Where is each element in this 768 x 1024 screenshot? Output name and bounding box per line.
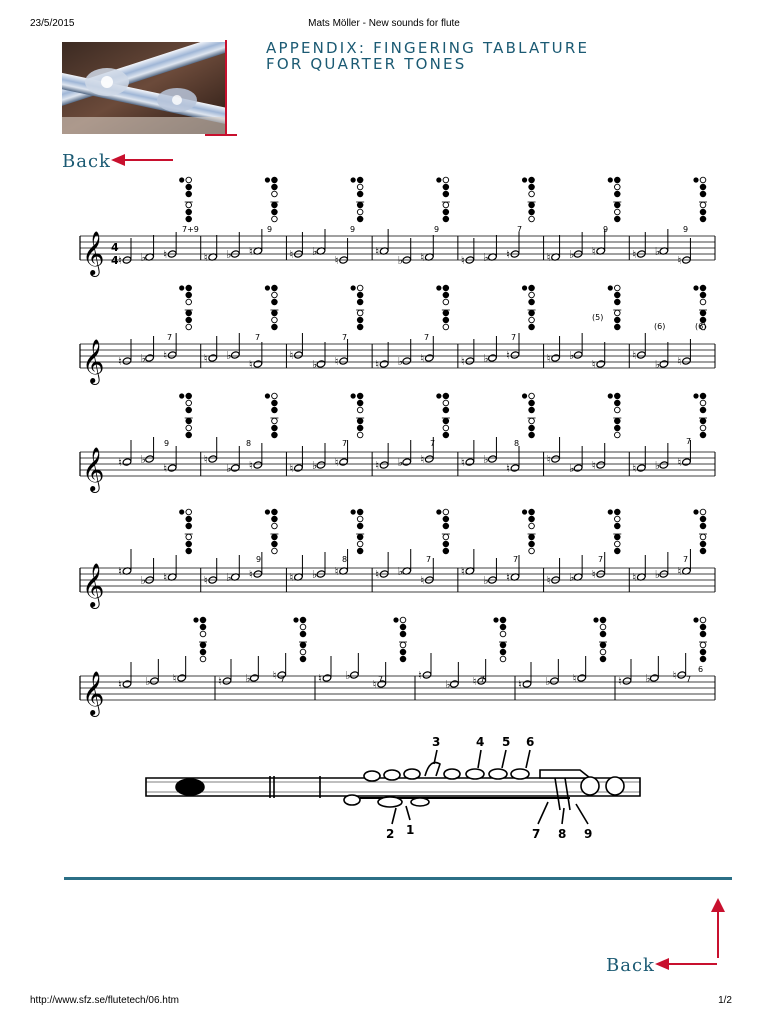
accidental-icon: ♮ bbox=[420, 574, 425, 587]
back-link-bottom[interactable] bbox=[606, 955, 719, 976]
accidental-icon: ♮ bbox=[375, 568, 380, 581]
accidental-icon: ♮ bbox=[591, 568, 596, 581]
fingering-number: 9 bbox=[267, 225, 273, 234]
accidental-icon: ♮ bbox=[118, 254, 122, 267]
fingering-number: 6 bbox=[698, 665, 704, 674]
note-head bbox=[573, 351, 583, 359]
accidental-icon: ♭ bbox=[312, 358, 318, 371]
fingering-chart bbox=[393, 617, 407, 662]
accidental-icon: ♮ bbox=[672, 669, 677, 682]
note-head bbox=[250, 674, 260, 682]
key-label: 5 bbox=[502, 735, 511, 749]
accidental-icon: ♭ bbox=[312, 568, 318, 581]
fingering-chart bbox=[522, 177, 536, 222]
music-score bbox=[70, 172, 720, 732]
note-head bbox=[177, 674, 187, 682]
note-head bbox=[145, 354, 155, 362]
key-label: 9 bbox=[584, 827, 593, 841]
note-head bbox=[465, 458, 475, 466]
accidental-icon: ♮ bbox=[632, 248, 637, 261]
note-head bbox=[253, 461, 263, 469]
fingering-chart bbox=[693, 617, 707, 662]
accidental-icon: ♭ bbox=[654, 459, 661, 472]
accidental-icon: ♮ bbox=[632, 571, 637, 584]
accidental-icon: ♮ bbox=[372, 678, 377, 691]
note-head bbox=[167, 464, 177, 472]
accidental-icon: ♮ bbox=[248, 358, 253, 371]
accidental-icon: ♭ bbox=[645, 672, 651, 685]
note-head bbox=[294, 351, 304, 359]
fingering-chart bbox=[522, 509, 536, 554]
accidental-icon: ♮ bbox=[420, 352, 425, 365]
fingering-chart bbox=[493, 617, 507, 662]
fingering-chart bbox=[265, 177, 279, 222]
accidental-icon: ♮ bbox=[375, 245, 380, 258]
accidental-icon: ♮ bbox=[618, 675, 622, 688]
accidental-icon: ♮ bbox=[272, 669, 277, 682]
accidental-icon: ♮ bbox=[318, 672, 322, 685]
note-head bbox=[551, 455, 561, 463]
fingering-chart bbox=[608, 509, 622, 554]
accidental-icon: ♮ bbox=[163, 571, 168, 584]
note-head bbox=[253, 360, 263, 368]
fingering-number: 7 bbox=[378, 675, 384, 684]
accidental-icon: ♮ bbox=[118, 678, 122, 691]
fingering-number: 7 bbox=[342, 333, 348, 342]
accidental-icon: ♮ bbox=[460, 565, 465, 578]
note-head bbox=[659, 360, 669, 368]
print-date: 23/5/2015 bbox=[30, 18, 75, 29]
fingering-number: 7 bbox=[517, 225, 523, 234]
accidental-icon: ♮ bbox=[248, 245, 253, 258]
accidental-icon: ♮ bbox=[334, 456, 339, 469]
fingering-chart bbox=[522, 285, 536, 330]
print-page-number: 1/2 bbox=[718, 995, 732, 1006]
accidental-icon: ♮ bbox=[518, 678, 522, 691]
fingering-number: 7 bbox=[480, 675, 486, 684]
fingering-number: 7 bbox=[686, 675, 692, 684]
print-url: http://www.sfz.se/flutetech/06.htm bbox=[30, 995, 179, 1006]
note-head bbox=[316, 461, 326, 469]
note-head bbox=[208, 455, 218, 463]
arrow-up-icon[interactable] bbox=[706, 898, 730, 960]
fingering-chart bbox=[193, 617, 207, 662]
accidental-icon: ♮ bbox=[334, 565, 339, 578]
accidental-icon: ♭ bbox=[569, 349, 575, 362]
accidental-icon: ♮ bbox=[677, 254, 682, 267]
fingering-chart bbox=[265, 509, 279, 554]
fingering-chart bbox=[608, 177, 622, 222]
note-head bbox=[465, 357, 475, 365]
banner-accent-line bbox=[205, 134, 237, 136]
note-head bbox=[425, 354, 435, 362]
accidental-icon: ♭ bbox=[245, 672, 251, 685]
accidental-icon: ♭ bbox=[397, 355, 403, 368]
accidental-icon: ♭ bbox=[397, 254, 403, 267]
flute-key-diagram bbox=[140, 730, 650, 850]
fingering-chart bbox=[351, 285, 365, 330]
staff-system bbox=[80, 393, 715, 493]
accidental-icon: ♮ bbox=[203, 453, 208, 466]
key-label: 4 bbox=[476, 735, 485, 749]
note-head bbox=[222, 677, 232, 685]
note-head bbox=[339, 357, 349, 365]
accidental-icon: ♮ bbox=[506, 462, 510, 475]
fingering-number: 9 bbox=[256, 555, 262, 564]
accidental-icon: ♮ bbox=[163, 248, 168, 261]
note-head bbox=[596, 360, 606, 368]
accidental-icon: ♮ bbox=[546, 574, 551, 587]
accidental-icon: ♮ bbox=[677, 565, 682, 578]
note-head bbox=[522, 680, 532, 688]
fingering-number: 7 bbox=[686, 437, 692, 446]
fingering-number: 7 bbox=[513, 555, 519, 564]
accidental-icon: ♮ bbox=[506, 248, 510, 261]
accidental-icon: ♮ bbox=[506, 571, 510, 584]
accidental-icon: ♮ bbox=[289, 462, 294, 475]
note-head bbox=[510, 464, 520, 472]
accidental-icon: ♭ bbox=[545, 675, 551, 688]
fingering-number: 9 bbox=[350, 225, 356, 234]
fingering-chart bbox=[265, 393, 279, 438]
time-signature-bottom: 4 bbox=[111, 254, 119, 267]
accidental-icon: ♭ bbox=[226, 462, 232, 475]
note-head bbox=[294, 464, 304, 472]
accidental-icon: ♭ bbox=[569, 571, 575, 584]
accidental-icon: ♮ bbox=[218, 675, 222, 688]
fingering-chart bbox=[293, 617, 307, 662]
note-head bbox=[659, 461, 669, 469]
note-head bbox=[322, 674, 332, 682]
accidental-icon: ♮ bbox=[163, 349, 168, 362]
page-title bbox=[266, 40, 589, 72]
accidental-icon: ♮ bbox=[118, 456, 122, 469]
accidental-icon: ♮ bbox=[591, 459, 596, 472]
accidental-icon: ♮ bbox=[248, 568, 253, 581]
accidental-icon: ♭ bbox=[140, 453, 146, 466]
page-title-line: APPENDIX: FINGERING TABLATURE bbox=[266, 39, 590, 57]
fingering-number: 9 bbox=[683, 225, 689, 234]
accidental-icon: ♭ bbox=[226, 571, 232, 584]
fingering-chart bbox=[693, 393, 707, 438]
accidental-icon: ♭ bbox=[140, 352, 146, 365]
note-head bbox=[450, 680, 460, 688]
note-head bbox=[379, 360, 389, 368]
fingering-number: 7 bbox=[424, 333, 430, 342]
note-head bbox=[622, 677, 632, 685]
note-head bbox=[682, 357, 692, 365]
accidental-icon: ♭ bbox=[445, 678, 451, 691]
section-divider bbox=[64, 877, 732, 880]
accidental-icon: ♭ bbox=[569, 462, 575, 475]
accidental-icon: ♮ bbox=[203, 352, 208, 365]
note-head bbox=[316, 360, 326, 368]
accidental-icon: ♮ bbox=[334, 355, 339, 368]
accidental-icon: ♮ bbox=[420, 453, 425, 466]
note-head bbox=[145, 455, 155, 463]
note-head bbox=[122, 357, 132, 365]
fingering-chart bbox=[436, 177, 450, 222]
note-head bbox=[379, 461, 389, 469]
key-label: 6 bbox=[526, 735, 535, 749]
accidental-icon: ♮ bbox=[632, 462, 637, 475]
fingering-number: 7 bbox=[280, 675, 286, 684]
note-head bbox=[488, 455, 498, 463]
arrow-left-icon bbox=[655, 955, 719, 976]
accidental-icon: ♮ bbox=[546, 352, 551, 365]
accidental-icon: ♭ bbox=[483, 453, 489, 466]
accidental-icon: ♮ bbox=[289, 571, 294, 584]
note-head bbox=[122, 680, 132, 688]
note-head bbox=[551, 354, 561, 362]
accidental-icon: ♮ bbox=[460, 456, 465, 469]
treble-clef-icon: 𝄞 bbox=[82, 563, 105, 607]
key-label: 8 bbox=[558, 827, 567, 841]
note-head bbox=[350, 671, 360, 679]
accidental-icon: ♮ bbox=[677, 456, 682, 469]
fingering-chart bbox=[351, 509, 365, 554]
page-title-line: FOR QUARTER TONES bbox=[266, 55, 467, 73]
treble-clef-icon: 𝄞 bbox=[82, 447, 105, 491]
time-signature-top: 4 bbox=[111, 241, 119, 254]
fingering-number: 8 bbox=[342, 555, 348, 564]
key-label: 2 bbox=[386, 827, 395, 841]
back-label: Back bbox=[62, 151, 111, 172]
accidental-icon: ♮ bbox=[591, 245, 596, 258]
key-label: 3 bbox=[432, 735, 441, 749]
fingering-chart bbox=[593, 617, 607, 662]
fingering-number: 9 bbox=[434, 225, 440, 234]
accidental-icon: ♭ bbox=[140, 251, 146, 264]
note-head bbox=[402, 357, 412, 365]
fingering-chart bbox=[351, 177, 365, 222]
fingering-chart bbox=[179, 285, 193, 330]
fingering-number: 7 bbox=[511, 333, 517, 342]
fingering-chart bbox=[351, 393, 365, 438]
note-head bbox=[425, 455, 435, 463]
staff-system bbox=[80, 285, 715, 385]
note-head bbox=[208, 354, 218, 362]
note-head bbox=[573, 464, 583, 472]
accidental-icon: ♭ bbox=[397, 565, 403, 578]
note-head bbox=[339, 458, 349, 466]
treble-clef-icon: 𝄞 bbox=[82, 671, 105, 715]
fingering-chart bbox=[608, 285, 622, 330]
accidental-icon: ♭ bbox=[145, 675, 151, 688]
treble-clef-icon: 𝄞 bbox=[82, 339, 105, 383]
fingering-number: (5) bbox=[592, 313, 604, 322]
key-label: 1 bbox=[406, 823, 415, 837]
accidental-icon: ♭ bbox=[312, 459, 318, 472]
accidental-icon: ♮ bbox=[460, 254, 465, 267]
fingering-number: 7 bbox=[598, 555, 604, 564]
accidental-icon: ♭ bbox=[345, 669, 351, 682]
note-head bbox=[596, 461, 606, 469]
accidental-icon: ♮ bbox=[420, 251, 425, 264]
accidental-icon: ♮ bbox=[163, 462, 168, 475]
print-page-title: Mats Möller - New sounds for flute bbox=[308, 18, 460, 29]
accidental-icon: ♭ bbox=[226, 248, 232, 261]
fingering-chart bbox=[693, 509, 707, 554]
note-head bbox=[150, 677, 160, 685]
note-head bbox=[488, 354, 498, 362]
accidental-icon: ♭ bbox=[226, 349, 232, 362]
accidental-icon: ♭ bbox=[397, 456, 403, 469]
back-link-top[interactable] bbox=[62, 151, 175, 172]
accidental-icon: ♮ bbox=[677, 355, 682, 368]
fingering-chart bbox=[436, 509, 450, 554]
fingering-number: 7 bbox=[430, 439, 436, 448]
fingering-number: 7+9 bbox=[182, 225, 199, 234]
accidental-icon: ♮ bbox=[375, 459, 380, 472]
accidental-icon: ♭ bbox=[140, 574, 146, 587]
fingering-number: (6) bbox=[654, 322, 666, 331]
note-head bbox=[122, 458, 132, 466]
fingering-chart bbox=[693, 177, 707, 222]
accidental-icon: ♮ bbox=[118, 355, 122, 368]
accidental-icon: ♮ bbox=[472, 675, 477, 688]
fingering-number: (6) bbox=[695, 322, 707, 331]
note-head bbox=[422, 671, 432, 679]
note-head bbox=[231, 464, 241, 472]
accidental-icon: ♮ bbox=[506, 349, 510, 362]
fingering-number: 9 bbox=[164, 439, 170, 448]
accidental-icon: ♮ bbox=[546, 453, 551, 466]
note-head bbox=[650, 674, 660, 682]
fingering-chart bbox=[179, 393, 193, 438]
accidental-icon: ♭ bbox=[654, 568, 661, 581]
back-label: Back bbox=[606, 955, 655, 976]
accidental-icon: ♭ bbox=[483, 352, 489, 365]
fingering-number: 7 bbox=[255, 333, 261, 342]
accidental-icon: ♮ bbox=[546, 251, 551, 264]
accidental-icon: ♭ bbox=[483, 251, 489, 264]
accidental-icon: ♭ bbox=[569, 248, 575, 261]
accidental-icon: ♮ bbox=[460, 355, 465, 368]
note-head bbox=[637, 464, 647, 472]
banner-image bbox=[62, 42, 225, 134]
fingering-number: 7 bbox=[683, 555, 689, 564]
note-head bbox=[402, 458, 412, 466]
banner-accent-line bbox=[225, 40, 227, 136]
fingering-number: 8 bbox=[514, 439, 520, 448]
fingering-number: 7 bbox=[426, 555, 432, 564]
arrow-left-icon bbox=[111, 151, 175, 172]
accidental-icon: ♮ bbox=[632, 349, 637, 362]
fingering-chart bbox=[522, 393, 536, 438]
accidental-icon: ♮ bbox=[248, 459, 253, 472]
accidental-icon: ♮ bbox=[203, 574, 208, 587]
accidental-icon: ♭ bbox=[654, 245, 661, 258]
key-label: 7 bbox=[532, 827, 541, 841]
accidental-icon: ♮ bbox=[203, 251, 208, 264]
fingering-chart bbox=[436, 393, 450, 438]
accidental-icon: ♮ bbox=[591, 358, 596, 371]
staff-system bbox=[80, 509, 715, 609]
accidental-icon: ♮ bbox=[172, 672, 177, 685]
accidental-icon: ♭ bbox=[483, 574, 489, 587]
note-head bbox=[637, 351, 647, 359]
note-head bbox=[550, 677, 560, 685]
note-head bbox=[682, 458, 692, 466]
accidental-icon: ♮ bbox=[289, 349, 294, 362]
accidental-icon: ♮ bbox=[572, 672, 577, 685]
treble-clef-icon: 𝄞 bbox=[82, 231, 105, 275]
staff-system bbox=[80, 617, 715, 717]
fingering-chart bbox=[608, 393, 622, 438]
fingering-number: 7 bbox=[167, 333, 173, 342]
fingering-chart bbox=[179, 509, 193, 554]
note-head bbox=[510, 351, 520, 359]
accidental-icon: ♭ bbox=[312, 245, 318, 258]
staff-system bbox=[80, 177, 715, 277]
note-head bbox=[231, 351, 241, 359]
fingering-number: 8 bbox=[246, 439, 252, 448]
fingering-chart bbox=[436, 285, 450, 330]
accidental-icon: ♮ bbox=[375, 358, 380, 371]
fingering-chart bbox=[179, 177, 193, 222]
fingering-chart bbox=[265, 285, 279, 330]
accidental-icon: ♮ bbox=[418, 669, 422, 682]
fingering-number: 9 bbox=[603, 225, 609, 234]
accidental-icon: ♮ bbox=[334, 254, 339, 267]
note-head bbox=[577, 674, 587, 682]
accidental-icon: ♭ bbox=[654, 358, 661, 371]
accidental-icon: ♮ bbox=[289, 248, 294, 261]
accidental-icon: ♮ bbox=[118, 565, 122, 578]
note-head bbox=[167, 351, 177, 359]
fingering-number: 7 bbox=[342, 439, 348, 448]
